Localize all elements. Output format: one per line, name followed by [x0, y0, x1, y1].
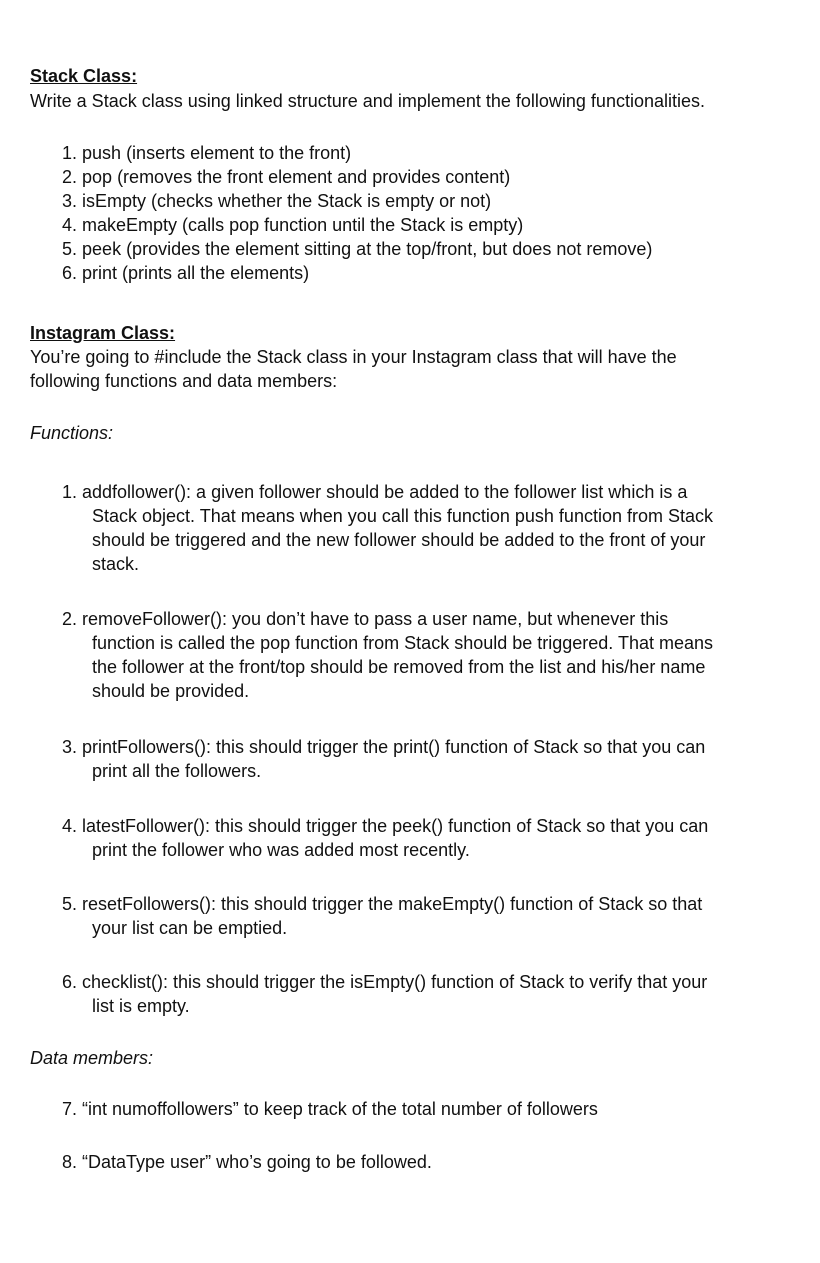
- list-item: [62, 165, 510, 189]
- function-line: should be provided.: [92, 681, 250, 701]
- stack-class-intro: Write a Stack class using linked structure and implement the following functionalities.: [30, 91, 705, 111]
- list-number: 2.: [62, 167, 78, 187]
- data-members-label: Data members:: [30, 1048, 154, 1068]
- function-item: [62, 892, 782, 940]
- list-number: 6.: [62, 263, 78, 283]
- list-text: push (inserts element to the front): [82, 143, 352, 163]
- function-line: print the follower who was added most recently.: [92, 840, 470, 860]
- function-line: 2. removeFollower(): you don’t have to pass a user name, but whenever this: [62, 609, 669, 629]
- function-line: 3. printFollowers(): this should trigger the print() function of Stack so that you can: [62, 737, 706, 757]
- function-item: [62, 735, 782, 783]
- list-text: isEmpty (checks whether the Stack is empty or not): [82, 191, 492, 211]
- function-line: 4. latestFollower(): this should trigger the peek() function of Stack so that you can: [62, 816, 709, 836]
- list-text: print (prints all the elements): [82, 263, 310, 283]
- list-text: makeEmpty (calls pop function until the Stack is empty): [82, 215, 524, 235]
- function-line: function is called the pop function from Stack should be triggered. That means: [92, 633, 714, 653]
- list-text: pop (removes the front element and provides content): [82, 167, 511, 187]
- list-item: [62, 237, 652, 261]
- function-line: Stack object. That means when you call this function push function from Stack: [92, 506, 713, 526]
- instagram-intro-line: You’re going to #include the Stack class in your Instagram class that will have the: [30, 347, 677, 367]
- function-line: stack.: [92, 554, 140, 574]
- function-item: [62, 970, 782, 1018]
- function-item: [62, 607, 782, 703]
- list-number: 3.: [62, 191, 78, 211]
- function-line: print all the followers.: [92, 761, 262, 781]
- function-line: should be triggered and the new follower should be added to the front of your: [92, 530, 706, 550]
- function-line: 1. addfollower(): a given follower should be added to the follower list which is a: [62, 482, 688, 502]
- list-number: 4.: [62, 215, 78, 235]
- stack-class-heading: Stack Class:: [30, 66, 138, 86]
- function-line: your list can be emptied.: [92, 918, 288, 938]
- list-item: [62, 213, 523, 237]
- function-item: [62, 480, 782, 576]
- function-line: the follower at the front/top should be removed from the list and his/her name: [92, 657, 706, 677]
- function-item: [62, 814, 782, 862]
- data-member-item: [62, 1150, 782, 1174]
- data-member-item: [62, 1097, 782, 1121]
- list-number: 5.: [62, 239, 78, 259]
- function-line: 6. checklist(): this should trigger the isEmpty() function of Stack to verify that your: [62, 972, 708, 992]
- list-item: [62, 141, 351, 165]
- data-member-line: 8. “DataType user” who’s going to be followed.: [62, 1152, 432, 1172]
- list-number: 1.: [62, 143, 78, 163]
- function-line: 5. resetFollowers(): this should trigger the makeEmpty() function of Stack so that: [62, 894, 703, 914]
- function-line: list is empty.: [92, 996, 190, 1016]
- functions-label: Functions:: [30, 423, 114, 443]
- list-item: [62, 189, 491, 213]
- instagram-class-heading: Instagram Class:: [30, 323, 176, 343]
- list-item: [62, 261, 309, 285]
- data-member-line: 7. “int numoffollowers” to keep track of the total number of followers: [62, 1099, 598, 1119]
- instagram-intro-line: following functions and data members:: [30, 371, 338, 391]
- list-text: peek (provides the element sitting at the top/front, but does not remove): [82, 239, 653, 259]
